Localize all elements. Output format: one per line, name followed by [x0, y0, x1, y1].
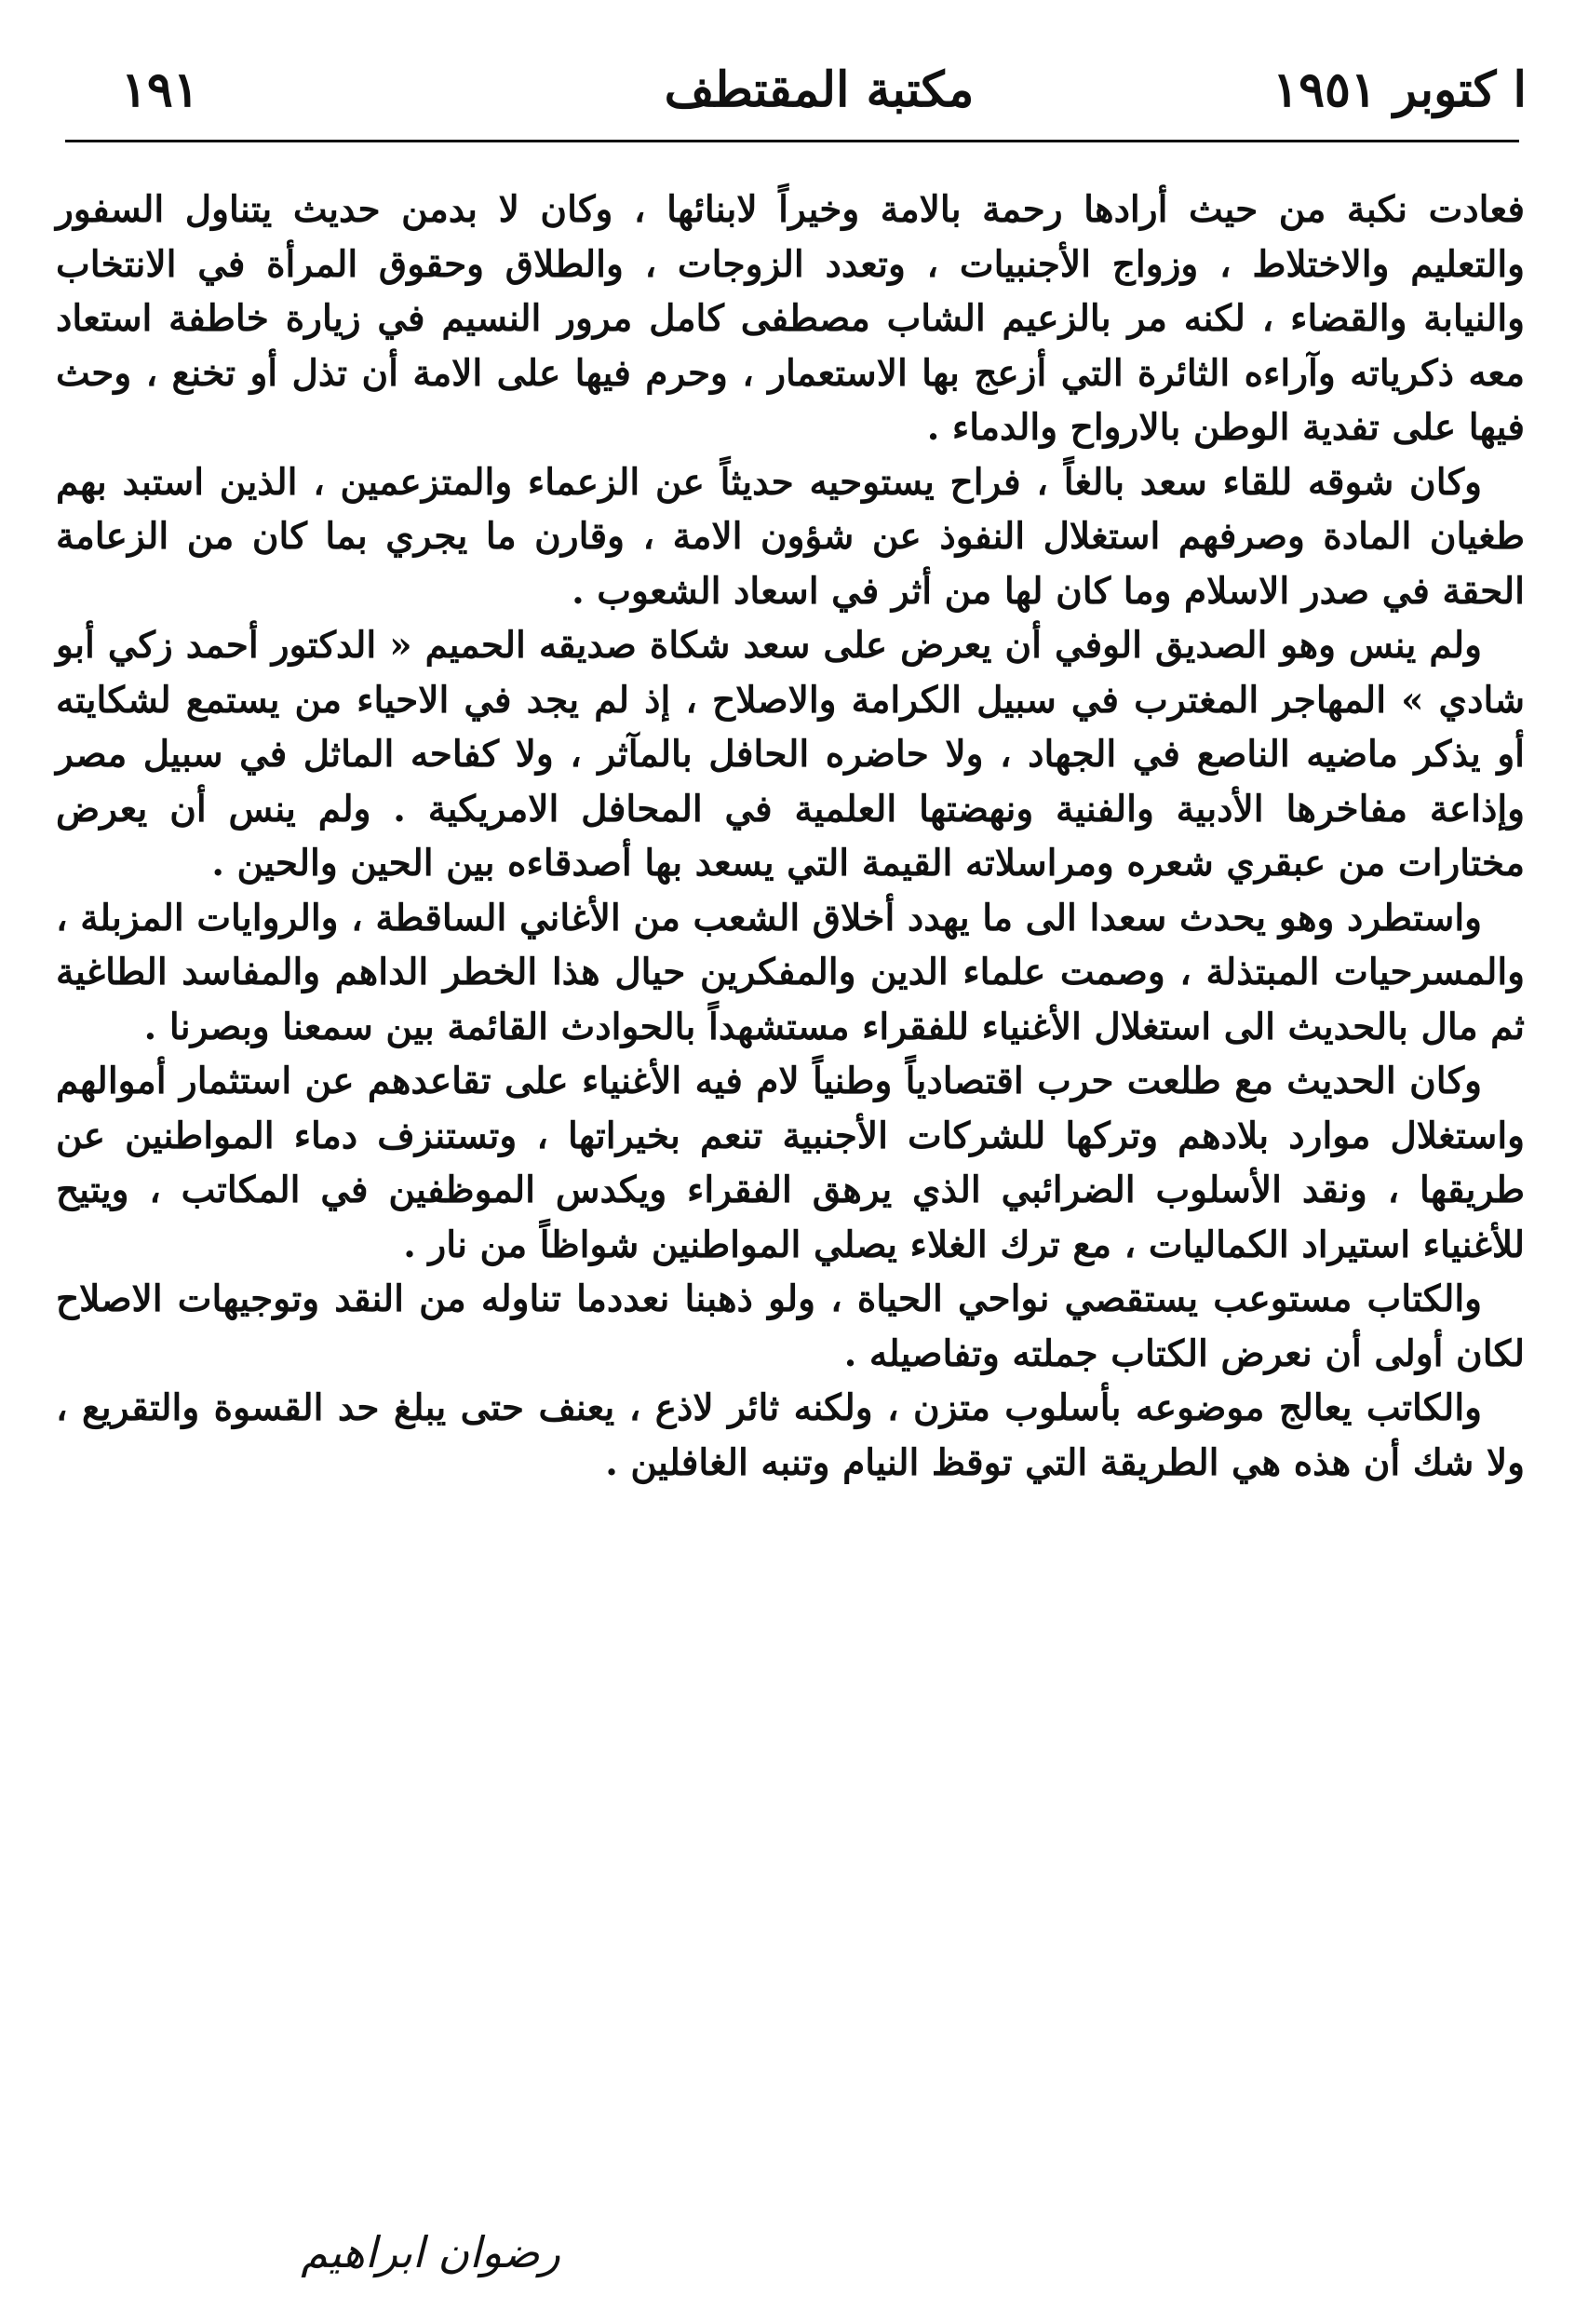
paragraph-2: وكان شوقه للقاء سعد بالغاً ، فراح يستوحيه حديثاً عن الزعماء والمتزعمين ، الذين استبد بهم طغيان المادة وصرفهم استغلال النفوذ عن شؤون الامة ، وقارن ما يجري بما كان من الزعامة الحقة في صدر الاسلام وما كان لها من أثر في اسعاد الشعوب .: [56, 460, 1525, 613]
header-date: ا كتوبر ١٩٥١: [1272, 61, 1527, 118]
header-divider: [65, 140, 1519, 142]
paragraph-5: وكان الحديث مع طلعت حرب اقتصادياً وطنياً لام فيه الأغنياء على تقاعدهم عن استثمار أموالهم واستغلال موارد بلادهم وتركها للشركات الأجنبية تنعم بخيراتها ، وتستنزف دماء المواطنين عن طريقها ، ونقد الأسلوب الضرائبي الذي يرهق الفقراء ويكدس الموظفين في المكاتب ، ويتيح للأغنياء استيراد الكماليات ، مع ترك الغلاء يصلي المواطنين شواظاً من نار .: [56, 1060, 1525, 1266]
author-signature: رضوان ابراهيم: [301, 2227, 560, 2277]
article-body: [56, 182, 1525, 1490]
page-number: ١٩١: [121, 61, 199, 118]
paragraph-7: والكاتب يعالج موضوعه بأسلوب متزن ، ولكنه ثائر لاذع ، يعنف حتى يبلغ حد القسوة والتقريع ، ولا شك أن هذه هي الطريقة التي توقظ النيام وتنبه الغافلين .: [56, 1386, 1525, 1484]
paragraph-6: والكتاب مستوعب يستقصي نواحي الحياة ، ولو ذهبنا نعددما تناوله من النقد وتوجيهات الاصلاح لكان أولى أن نعرض الكتاب جملته وتفاصيله .: [56, 1277, 1525, 1375]
paragraph-3: ولم ينس وهو الصديق الوفي أن يعرض على سعد شكاة صديقه الحميم « الدكتور أحمد زكي أبو شادي » المهاجر المغترب في سبيل الكرامة والاصلاح ، إذ لم يجد في الاحياء من يستمع لشكايته أو يذكر ماضيه الناصع في الجهاد ، ولا حاضره الحافل بالمآثر ، ولا كفاحه الماثل في سبيل مصر وإذاعة مفاخرها الأدبية والفنية ونهضتها العلمية في المحافل الامريكية . ولم ينس أن يعرض مختارات من عبقري شعره ومراسلاته القيمة التي يسعد بها أصدقاءه بين الحين والحين .: [56, 624, 1525, 885]
paragraph-1: فعادت نكبة من حيث أرادها رحمة بالامة وخيراً لابنائها ، وكان لا بدمن حديث يتناول السفور والتعليم والاختلاط ، وزواج الأجنبيات ، وتعدد الزوجات ، والطلاق وحقوق المرأة في الانتخاب والنيابة والقضاء ، لكنه مر بالزعيم الشاب مصطفى كامل مرور النسيم في زيارة خاطفة استعاد معه ذكرياته وآراءه الثائرة التي أزعج بها الاستعمار ، وحرم فيها على الامة أن تذل أو تخنع ، وحث فيها على تفدية الوطن بالارواح والدماء .: [56, 188, 1525, 449]
paragraph-4: واستطرد وهو يحدث سعدا الى ما يهدد أخلاق الشعب من الأغاني الساقطة ، والروايات المزبلة ، والمسرحيات المبتذلة ، وصمت علماء الدين والمفكرين حيال هذا الخطر الداهم والمفاسد الطاغية ثم مال بالحديث الى استغلال الأغنياء للفقراء مستشهداً بالحوادث القائمة بين سمعنا وبصرنا .: [56, 896, 1525, 1048]
header-title: مكتبة المقتطف: [664, 61, 975, 118]
running-header: [112, 48, 1527, 132]
